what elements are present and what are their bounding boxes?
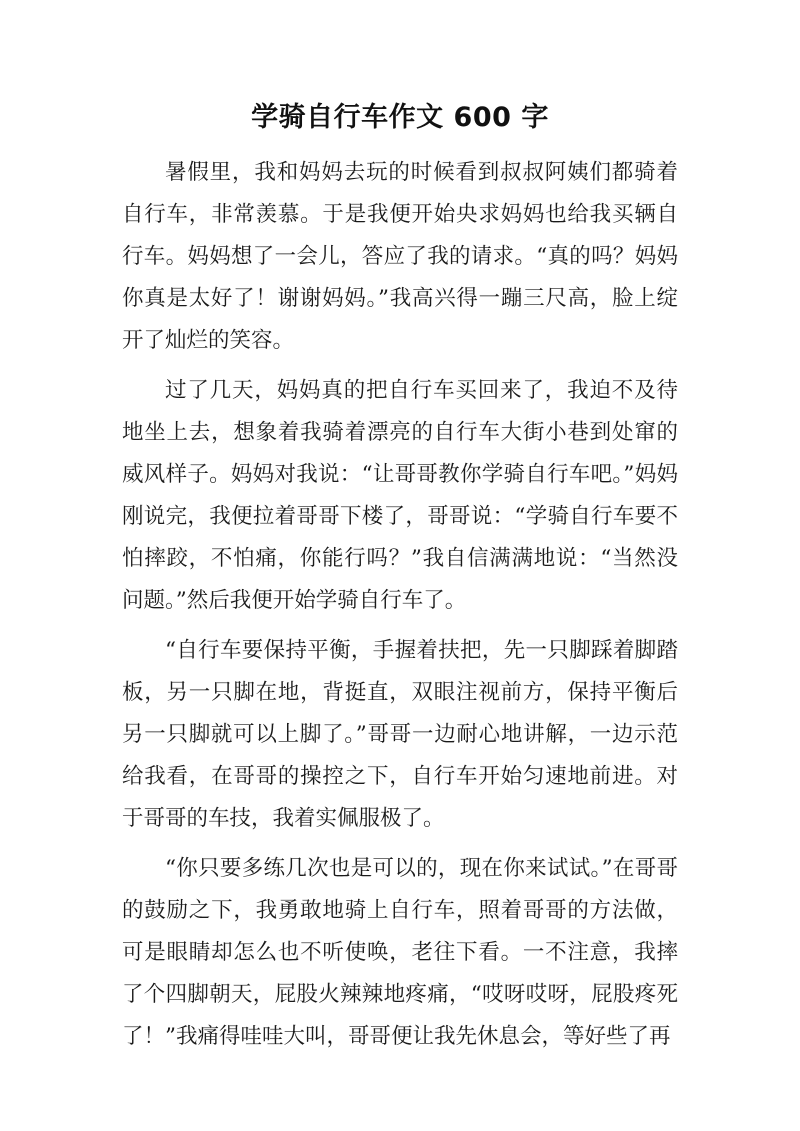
- paragraph-3: “自行车要保持平衡，手握着扶把，先一只脚踩着脚踏板，另一只脚在地，背挺直，双眼注视前方，保持平衡后另一只脚就可以上脚了。”哥哥一边耐心地讲解，一边示范给我看，在哥哥的操控之下，自行车开始匀速地前进。对于哥哥的车技，我着实佩服极了。: [122, 638, 678, 831]
- paragraph-1: 暑假里，我和妈妈去玩的时候看到叔叔阿姨们都骑着自行车，非常羡慕。于是我便开始央求妈妈也给我买辆自行车。妈妈想了一会儿，答应了我的请求。“真的吗？妈妈你真是太好了！谢谢妈妈。”我高兴得一蹦三尺高，脸上绽开了灿烂的笑容。: [122, 160, 678, 353]
- document-body: [122, 152, 678, 1066]
- paragraph-2: 过了几天，妈妈真的把自行车买回来了，我迫不及待地坐上去，想象着我骑着漂亮的自行车大街小巷到处窜的威风样子。妈妈对我说：“让哥哥教你学骑自行车吧。”妈妈刚说完，我便拉着哥哥下楼了，哥哥说：“学骑自行车要不怕摔跤，不怕痛，你能行吗？”我自信满满地说：“当然没问题。”然后我便开始学骑自行车了。: [122, 378, 678, 613]
- document-title: 学骑自行车作文 600 字: [251, 102, 549, 133]
- paragraph-4: “你只要多练几次也是可以的，现在你来试试。”在哥哥的鼓励之下，我勇敢地骑上自行车，照着哥哥的方法做，可是眼睛却怎么也不听使唤，老往下看。一不注意，我摔了个四脚朝天，屁股火辣辣地疼痛，“哎呀哎呀，屁股疼死了！”我痛得哇哇大叫，哥哥便让我先休息会，等好些了再: [122, 856, 678, 1049]
